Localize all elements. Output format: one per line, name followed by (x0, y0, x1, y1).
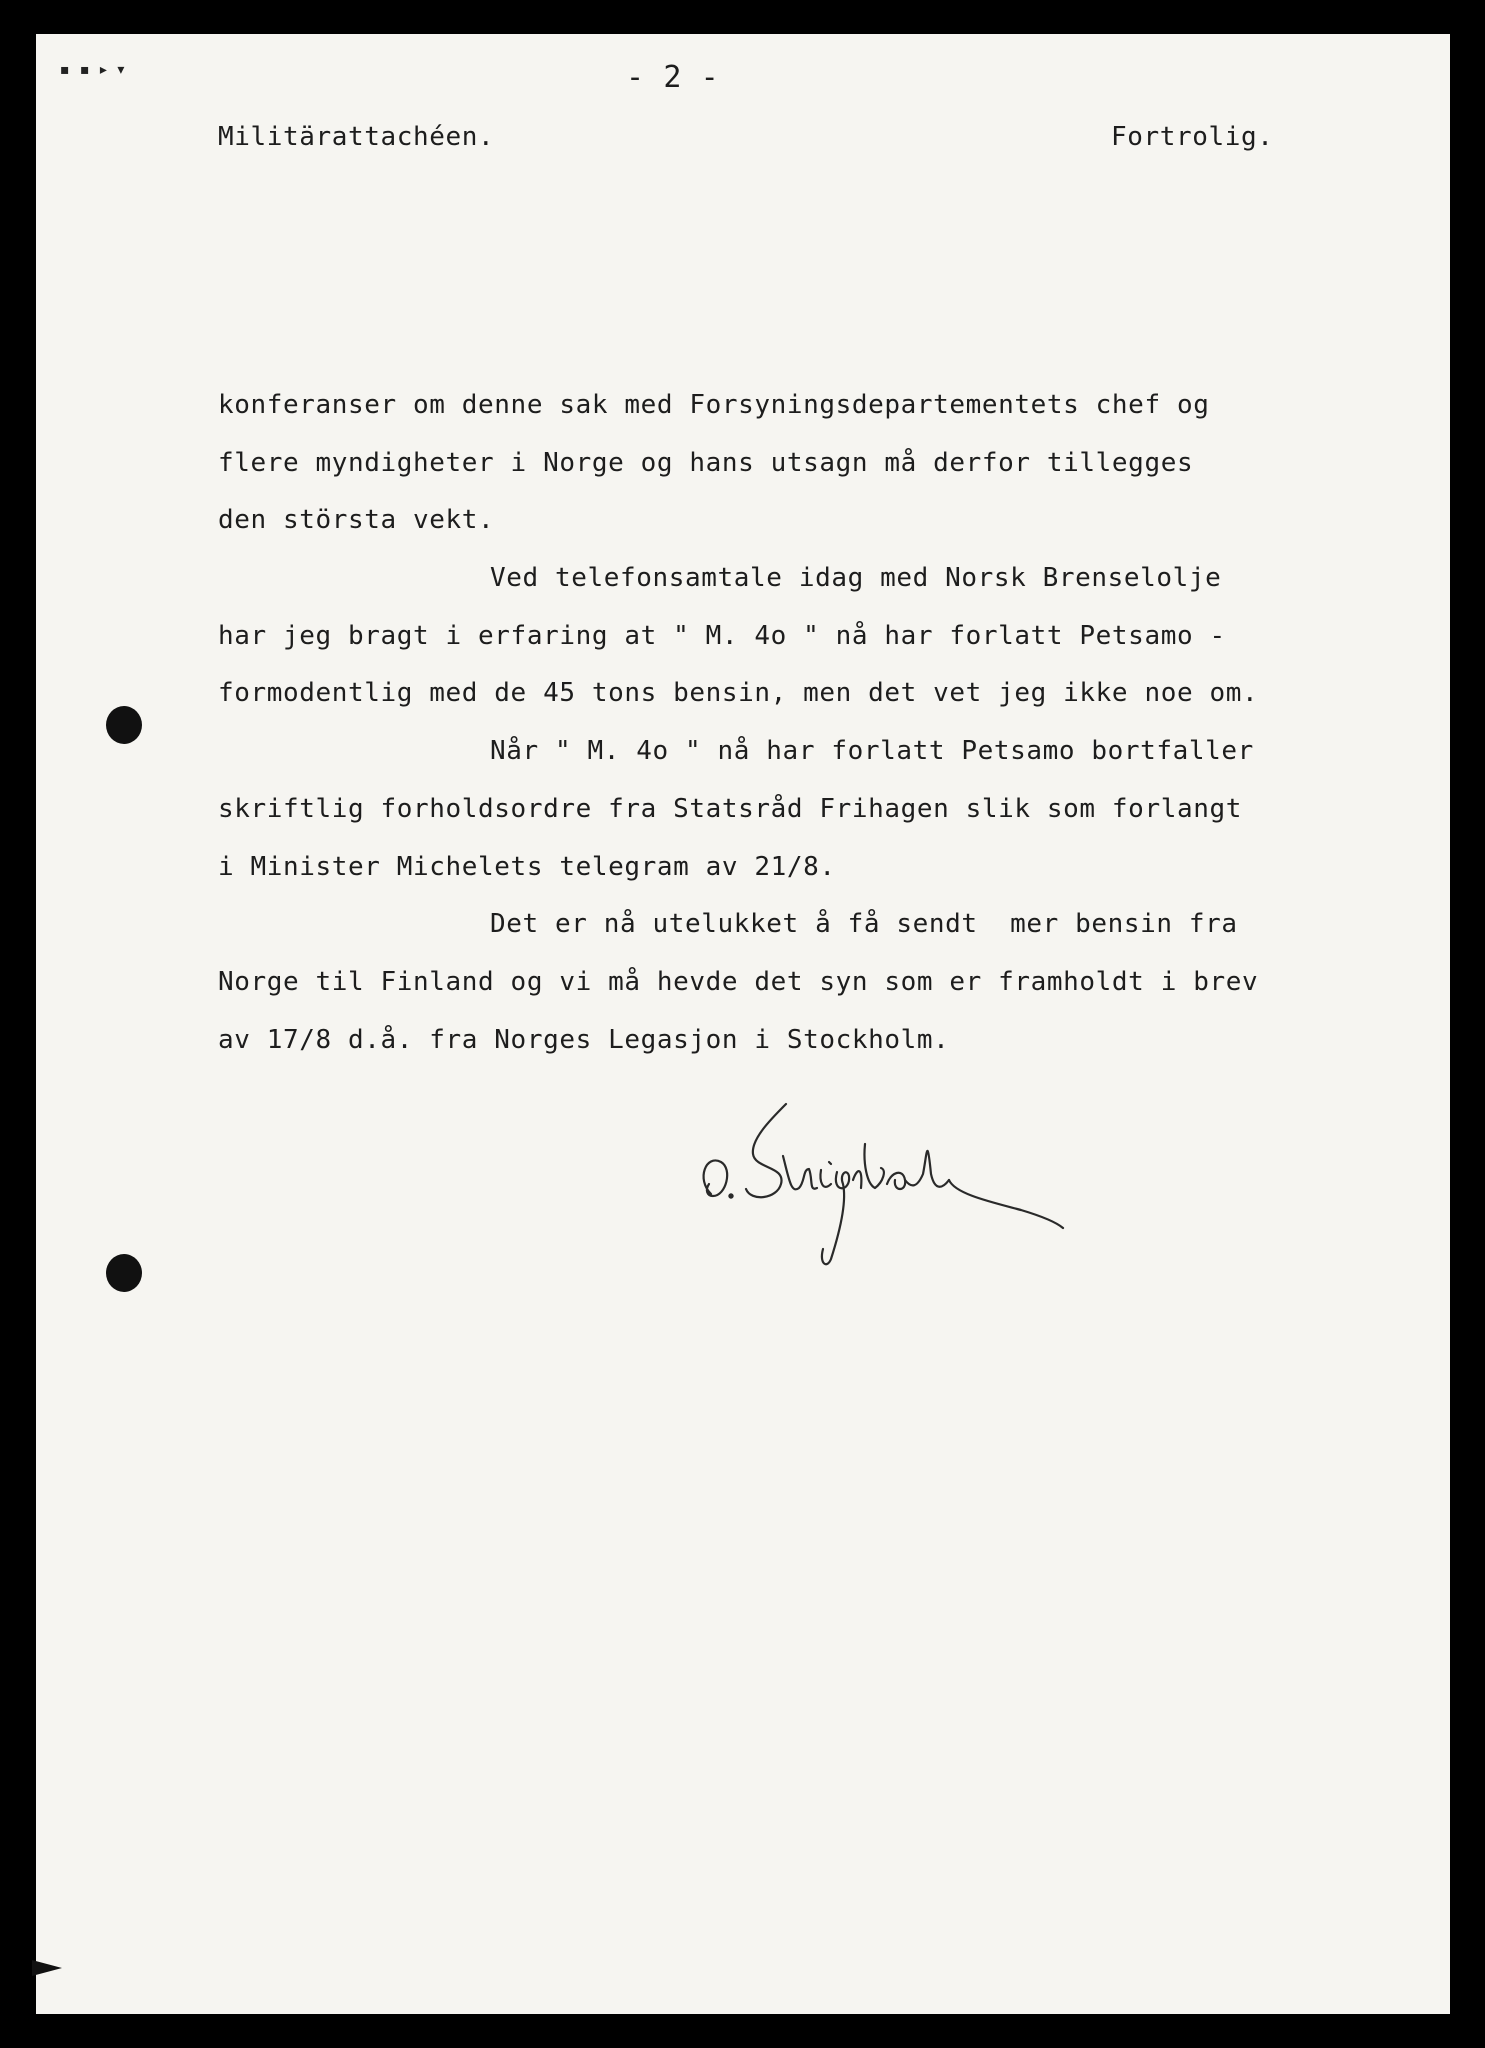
header-classification: Fortrolig. (1111, 122, 1274, 152)
body-line: i Minister Michelets telegram av 21/8. (218, 851, 836, 882)
corner-punch-marks: ▪ ▪ ▸ ▾ (60, 62, 128, 78)
handwritten-signature (691, 1084, 1151, 1284)
page-number: - 2 - (626, 60, 720, 95)
body-line: Norge til Finland og vi må hevde det syn som er framholdt i brev (218, 966, 1259, 997)
body-line: flere myndigheter i Norge og hans utsagn må derfor tillegges (218, 447, 1194, 478)
body-line: av 17/8 d.å. fra Norges Legasjon i Stockholm. (218, 1024, 950, 1055)
body-line: Når " M. 4o " nå har forlatt Petsamo bortfaller (490, 736, 1254, 767)
body-line: har jeg bragt i erfaring at " M. 4o " nå har forlatt Petsamo - (218, 620, 1226, 651)
body-line: konferanser om denne sak med Forsyningsdepartementets chef og (218, 390, 1210, 420)
body-line: den största vekt. (218, 505, 495, 536)
body-line: Det er nå utelukket å få sendt mer bensin fra (490, 909, 1238, 940)
body-line: Ved telefonsamtale idag med Norsk Brenselolje (490, 563, 1222, 594)
body-line: formodentlig med de 45 tons bensin, men det vet jeg ikke noe om. (218, 678, 1259, 709)
punch-hole-top (106, 706, 142, 744)
body-line: skriftlig forholdsordre fra Statsråd Frihagen slik som forlangt (218, 793, 1242, 824)
scan-edge-mark (32, 1960, 70, 1976)
header-sender: Militärattachéen. (218, 122, 495, 152)
paper-sheet (36, 34, 1450, 2014)
punch-hole-bottom (106, 1254, 142, 1292)
letter-body (218, 377, 1368, 1069)
